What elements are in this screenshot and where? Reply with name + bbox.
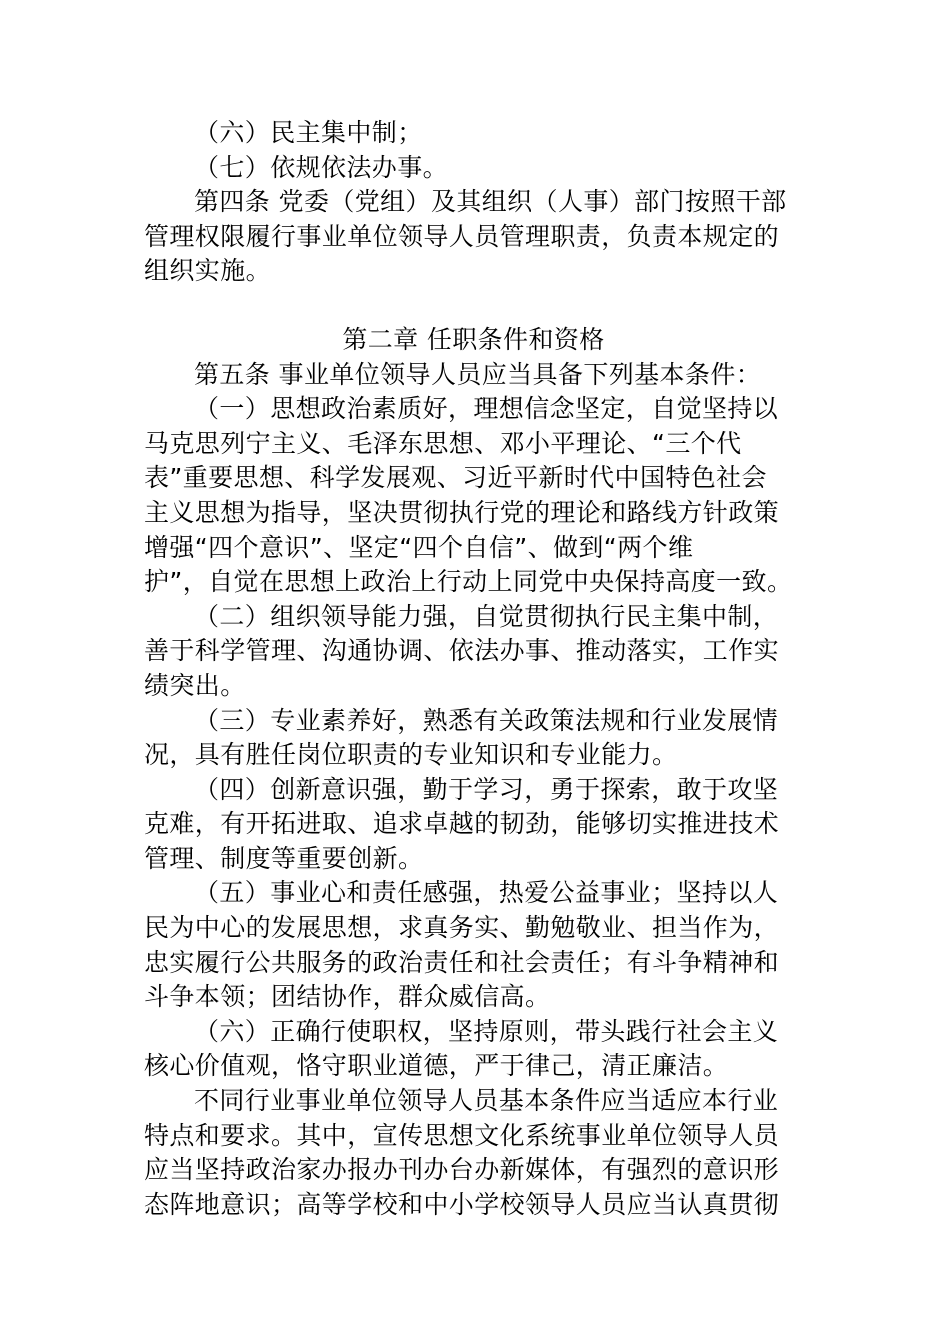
article-5-intro: 第五条 事业单位领导人员应当具备下列基本条件： bbox=[194, 359, 762, 389]
condition-3-line-1: （三）专业素养好，熟悉有关政策法规和行业发展情 bbox=[194, 705, 779, 735]
condition-5-line-2: 民为中心的发展思想，求真务实、勤勉敬业、担当作为， bbox=[144, 913, 780, 943]
condition-1-line-2: 马克思列宁主义、毛泽东思想、邓小平理论、“三个代 bbox=[144, 428, 742, 458]
article-4-line-3: 组织实施。 bbox=[144, 256, 272, 286]
condition-5-line-4: 斗争本领；团结协作，群众威信高。 bbox=[144, 982, 551, 1012]
list-item-7-lawful-conduct: （七）依规依法办事。 bbox=[194, 152, 449, 182]
industry-note-line-3: 应当坚持政治家办报办刊办台办新媒体，有强烈的意识形 bbox=[144, 1155, 780, 1185]
article-4-line-1: 第四条 党委（党组）及其组织（人事）部门按照干部 bbox=[194, 187, 787, 217]
condition-6-line-2: 核心价值观，恪守职业道德，严于律己，清正廉洁。 bbox=[144, 1051, 729, 1081]
document-body bbox=[144, 116, 808, 1222]
condition-3-line-2: 况，具有胜任岗位职责的专业知识和专业能力。 bbox=[144, 740, 678, 770]
industry-note-line-1: 不同行业事业单位领导人员基本条件应当适应本行业 bbox=[194, 1086, 779, 1116]
condition-1-line-6: 护”，自觉在思想上政治上行动上同党中央保持高度一致。 bbox=[144, 567, 793, 597]
condition-1-line-4: 主义思想为指导，坚决贯彻执行党的理论和路线方针政策 bbox=[144, 497, 780, 527]
condition-5-line-1: （五）事业心和责任感强，热爱公益事业；坚持以人 bbox=[194, 878, 779, 908]
condition-4-line-2: 克难，有开拓进取、追求卓越的韧劲，能够切实推进技术 bbox=[144, 809, 780, 839]
list-item-6-democratic-centralism: （六）民主集中制； bbox=[194, 118, 423, 147]
article-4-line-2: 管理权限履行事业单位领导人员管理职责，负责本规定的 bbox=[144, 221, 780, 251]
chapter-heading: 第二章 任职条件和资格 bbox=[342, 324, 605, 354]
condition-1-line-3: 表”重要思想、科学发展观、习近平新时代中国特色社会 bbox=[144, 463, 767, 493]
condition-2-line-3: 绩突出。 bbox=[144, 670, 246, 700]
condition-4-line-1: （四）创新意识强，勤于学习，勇于探索，敢于攻坚 bbox=[194, 774, 779, 804]
industry-note-line-4: 态阵地意识；高等学校和中小学校领导人员应当认真贯彻 bbox=[144, 1189, 780, 1219]
condition-1-line-1: （一）思想政治素质好，理想信念坚定，自觉坚持以 bbox=[194, 394, 779, 424]
condition-6-line-1: （六）正确行使职权，坚持原则，带头践行社会主义 bbox=[194, 1016, 779, 1046]
section-gap bbox=[144, 289, 808, 323]
condition-1-line-5: 增强“四个意识”、坚定“四个自信”、做到“两个维 bbox=[144, 532, 694, 562]
condition-2-line-2: 善于科学管理、沟通协调、依法办事、推动落实，工作实 bbox=[144, 636, 780, 666]
condition-4-line-3: 管理、制度等重要创新。 bbox=[144, 843, 424, 873]
industry-note-line-2: 特点和要求。其中，宣传思想文化系统事业单位领导人员 bbox=[144, 1120, 780, 1150]
condition-2-line-1: （二）组织领导能力强，自觉贯彻执行民主集中制， bbox=[194, 601, 779, 631]
condition-5-line-3: 忠实履行公共服务的政治责任和社会责任；有斗争精神和 bbox=[144, 947, 780, 977]
